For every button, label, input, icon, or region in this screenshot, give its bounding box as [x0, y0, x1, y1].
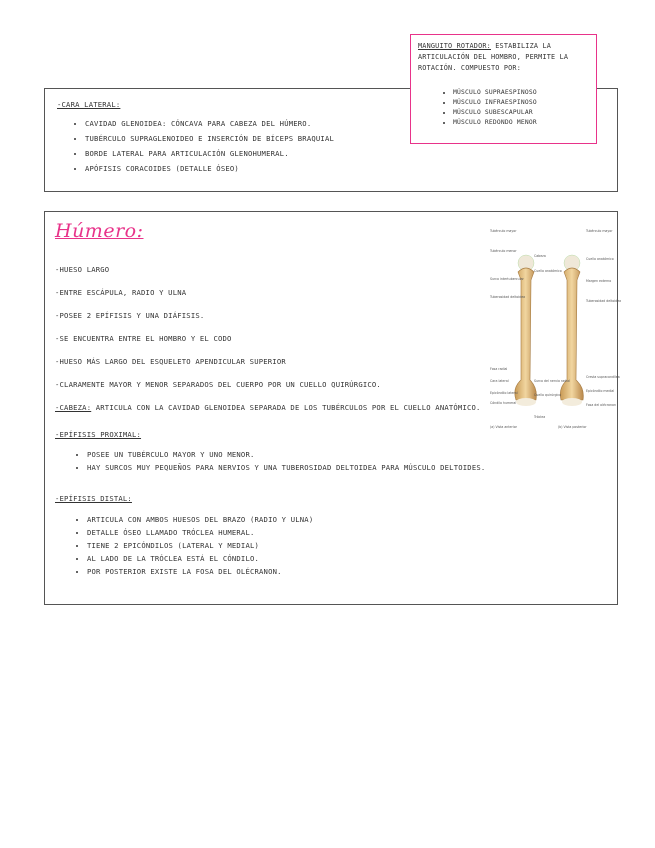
figure-label: Cresta supracondílea [586, 375, 620, 379]
figure-label: Tuberosidad deltoidea [586, 299, 622, 303]
note-line: -CLARAMENTE MAYOR Y MENOR SEPARADOS DEL CUERPO POR UN CUELLO QUIRÚRGICO. [55, 380, 381, 389]
figure-label: Tubérculo menor [490, 249, 517, 253]
list-item: • TUBÉRCULO SUPRAGLENOIDEO E INSERCIÓN DE BÍCEPS BRAQUIAL [85, 134, 334, 143]
figure-label: Cuello anatómico [586, 257, 614, 261]
figure-label: Epicóndilo medial [586, 389, 615, 393]
page-title: Húmero: [55, 220, 144, 242]
cabeza-line [55, 403, 481, 412]
note-line: -HUESO MÁS LARGO DEL ESQUELETO APENDICULAR SUPERIOR [55, 357, 286, 366]
note-line: -ENTRE ESCÁPULA, RADIO Y ULNA [55, 288, 187, 297]
figure-label: Margen externo [586, 279, 612, 283]
proximal-list [75, 450, 485, 476]
figure-label: Surco del nervio radial [534, 379, 570, 383]
list-item: • MÚSCULO INFRAESPINOSO [453, 99, 537, 106]
figure-label: Epicóndilo lateral [490, 391, 518, 395]
humerus-notes-box [44, 211, 622, 605]
list-item: • MÚSCULO SUBESCAPULAR [453, 109, 537, 116]
cabeza-label: -CABEZA: [55, 403, 92, 412]
list-item: • AL LADO DE LA TRÓCLEA ESTÁ EL CÓNDILO. [87, 554, 313, 563]
figure-label: Tubérculo mayor [490, 229, 517, 233]
figure-label: Tuberosidad deltoidea [490, 295, 526, 299]
figure-caption-posterior: (b) Vista posterior [558, 425, 587, 429]
distal-heading: -EPÍFISIS DISTAL: [55, 494, 132, 503]
humerus-figure [488, 220, 622, 435]
list-item: • MÚSCULO SUPRAESPINOSO [453, 89, 537, 96]
rotator-cuff-note [410, 34, 597, 144]
list-item: • MÚSCULO REDONDO MENOR [453, 119, 537, 126]
lateral-face-list [73, 119, 334, 179]
figure-label: Cuello quirúrgico [534, 393, 562, 397]
list-item: • CAVIDAD GLENOIDEA: CÓNCAVA PARA CABEZA DEL HÚMERO. [85, 119, 334, 128]
figure-label: Fosa del olécranon [586, 403, 616, 407]
figure-label: Surco intertubercular [490, 277, 524, 281]
figure-label: Fosa radial [490, 367, 508, 371]
lateral-face-heading: -CARA LATERAL: [57, 100, 121, 109]
figure-label: Cabeza [534, 254, 546, 258]
rotator-cuff-list [441, 89, 537, 129]
humerus-posterior-icon [560, 255, 583, 406]
cabeza-text: ARTICULA CON LA CAVIDAD GLENOIDEA SEPARADA DE LOS TUBÉRCULOS POR EL CUELLO ANATÓMICO. [91, 403, 481, 412]
distal-list [75, 515, 313, 580]
note-line: -POSEE 2 EPÍFISIS Y UNA DIÁFISIS. [55, 311, 205, 320]
list-item: • TIENE 2 EPICÓNDILOS (LATERAL Y MEDIAL) [87, 541, 313, 550]
figure-label: Cuello anatómico [534, 269, 562, 273]
note-line: -SE ENCUENTRA ENTRE EL HOMBRO Y EL CODO [55, 334, 232, 343]
list-item: • POR POSTERIOR EXISTE LA FOSA DEL OLÉCRANON. [87, 567, 313, 576]
list-item: • POSEE UN TUBÉRCULO MAYOR Y UNO MENOR. [87, 450, 485, 459]
list-item: • APÓFISIS CORACOIDES (DETALLE ÓSEO) [85, 164, 334, 173]
rotator-cuff-description: ESTABILIZA LA ARTICULACIÓN DEL HOMBRO, PERMITE LA ROTACIÓN. COMPUESTO POR: [418, 42, 569, 72]
figure-caption-anterior: (a) Vista anterior [490, 425, 517, 429]
figure-label: Cóndilo humeral [490, 401, 517, 405]
figure-label: Tróclea [534, 415, 546, 419]
proximal-heading: -EPÍFISIS PROXIMAL: [55, 430, 142, 439]
figure-label: Tubérculo mayor [586, 229, 613, 233]
list-item: • HAY SURCOS MUY PEQUEÑOS PARA NERVIOS Y UNA TUBEROSIDAD DELTOIDEA PARA MÚSCULO DELTOIDES. [87, 463, 485, 472]
list-item: • ARTICULA CON AMBOS HUESOS DEL BRAZO (RADIO Y ULNA) [87, 515, 313, 524]
list-item: • DETALLE ÓSEO LLAMADO TRÓCLEA HUMERAL. [87, 528, 313, 537]
note-line: -HUESO LARGO [55, 265, 110, 274]
rotator-cuff-label: MANGUITO ROTADOR: [418, 42, 491, 50]
figure-label: Cara lateral [490, 379, 509, 383]
list-item: • BORDE LATERAL PARA ARTICULACIÓN GLENOHUMERAL. [85, 149, 334, 158]
rotator-cuff-text [418, 41, 592, 74]
